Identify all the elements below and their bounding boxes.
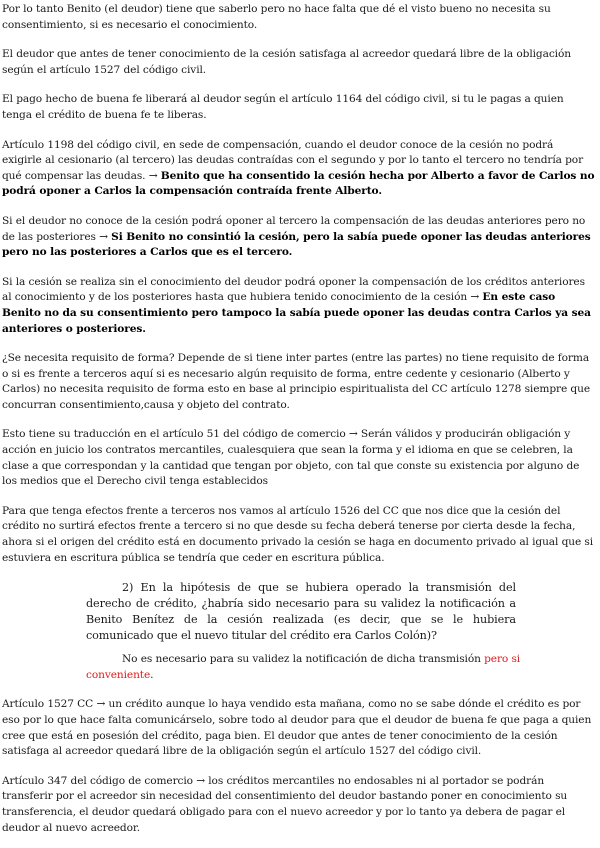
bold-conclusion: En este caso Benito no da su consentimiento pero tampoco la sabía puede oponer las deudas contra Carlos ya sea anteriores o posteriores. — [2, 291, 591, 335]
paragraph-closing-2: Artículo 347 del código de comercio → los créditos mercantiles no endosables ni al portador se podrán transferir por el acreedor sin necesidad del consentimiento del deudor bastando poner en conocimiento su transferencia, el deudor quedará obligado para con el nuevo acreedor y por lo tanto ya debera de pagar el deudor al nuevo acreedor. — [2, 774, 568, 834]
answer-text: No es necesario para su validez la notificación de dicha transmisión — [122, 653, 485, 666]
paragraph-7: ¿Se necesita requisito de forma? Depende de si tiene inter partes (entre las partes) no tiene requisito de forma o si es frente a terceros aquí si es necesario algún requisito de forma, entre cedente y cesionario (Alberto y Carlos) no necesita requisito de forma esto en base al principio espiritualista del CC artículo 1278 siempre que concurran consentimiento,causa y objeto del contrato. — [2, 352, 590, 411]
question-text: 2) En la hipótesis de que se hubiera operado la transmisión del derecho de crédito, ¿habría sido necesario para su validez la notificación a Benito Benítez de la cesión realizada (es decir, que se le hubiera comunicado que el nuevo titular del crédito era Carlos Colón)? — [86, 581, 516, 643]
paragraph-2: El deudor que antes de tener conocimiento de la cesión satisfaga al acreedor quedará libre de la obligación según el artículo 1527 del código civil. — [2, 48, 571, 76]
paragraph-9: Para que tenga efectos frente a terceros nos vamos al artículo 1526 del CC que nos dice que la cesión del crédito no surtirá efectos frente a tercero si no que desde su fecha deberá tenerse por cierta desde la fecha, ahora si el origen del crédito está en documento privado la cesión se haga en documento privado al igual que si estuviera en escritura pública se tendría que ceder en escritura pública. — [2, 504, 594, 564]
paragraph-8: Esto tiene su traducción en el artículo 51 del código de comercio → Serán válidos y producirán obligación y acción en juicio los contratos mercantiles, cualesquiera que sean la forma y el idioma en que se celebren, la clase a que correspondan y la cantidad que tengan por objeto, con tal que conste su existencia por alguno de los medios que el Derecho civil tenga establecidos — [2, 428, 580, 488]
paragraph-5: Si el deudor no conoce de la cesión podrá oponer al tercero la compensación de las deudas anteriores pero no de las posteriores → Si Benito no consintió la cesión, pero la sabía puede oponer las deudas anteriores pero no las posteriores a Carlos que es el tercero. — [2, 214, 591, 259]
answer-block: No es necesario para su validez la notificación de dicha transmisión pero si conveniente. — [86, 653, 521, 681]
paragraph-closing-1: Artículo 1527 CC → un crédito aunque lo haya vendido esta mañana, como no se sabe dónde el crédito es por eso por lo que hace falta comunicárselo, sobre todo al deudor para que el deudor de buena fe que paga a quien cree que está en posesión del crédito, paga bien. El deudor que antes de tener conocimiento de la cesión satisfaga al acreedor quedará libre de la obligación según el artículo 1527 del código civil. — [2, 698, 592, 758]
bold-conclusion: Benito que ha consentido la cesión hecha por Alberto a favor de Carlos no podrá oponer a Carlos la compensación contraída frente Alberto. — [2, 169, 595, 198]
question-block — [2, 580, 596, 644]
paragraph-1: Por lo tanto Benito (el deudor) tiene que saberlo pero no hace falta que dé el visto bueno no necesita su consentimiento, si es necesario el conocimiento. — [2, 3, 551, 31]
answer-highlight: pero si conveniente — [86, 653, 521, 681]
bold-conclusion: Si Benito no consintió la cesión, pero la sabía puede oponer las deudas anteriores pero no las posteriores a Carlos que es el tercero. — [2, 230, 591, 259]
paragraph-4: Artículo 1198 del código civil, en sede de compensación, cuando el deudor conoce de la cesión no podrá exigirle al cesionario (al tercero) las deudas contraídas con el segundo y por lo tanto el tercero no tendría por qué compensar las deudas. → Benito que ha consentido la cesión hecha por Alberto a favor de Carlos no podrá oponer a Carlos la compensación contraída frente Alberto. — [2, 138, 595, 198]
paragraph-6: Si la cesión se realiza sin el conocimiento del deudor podrá oponer la compensación de los créditos anteriores al conocimiento y de los posteriores hasta que hubiera tenido conocimiento de la cesión → En este caso Benito no da su consentimiento pero tampoco la sabía puede oponer las deudas contra Carlos ya sea anteriores o posteriores. — [2, 275, 591, 335]
paragraph-3: El pago hecho de buena fe liberará al deudor según el artículo 1164 del código civil, si tu le pagas a quien tenga el crédito de buena fe te liberas. — [2, 93, 564, 121]
